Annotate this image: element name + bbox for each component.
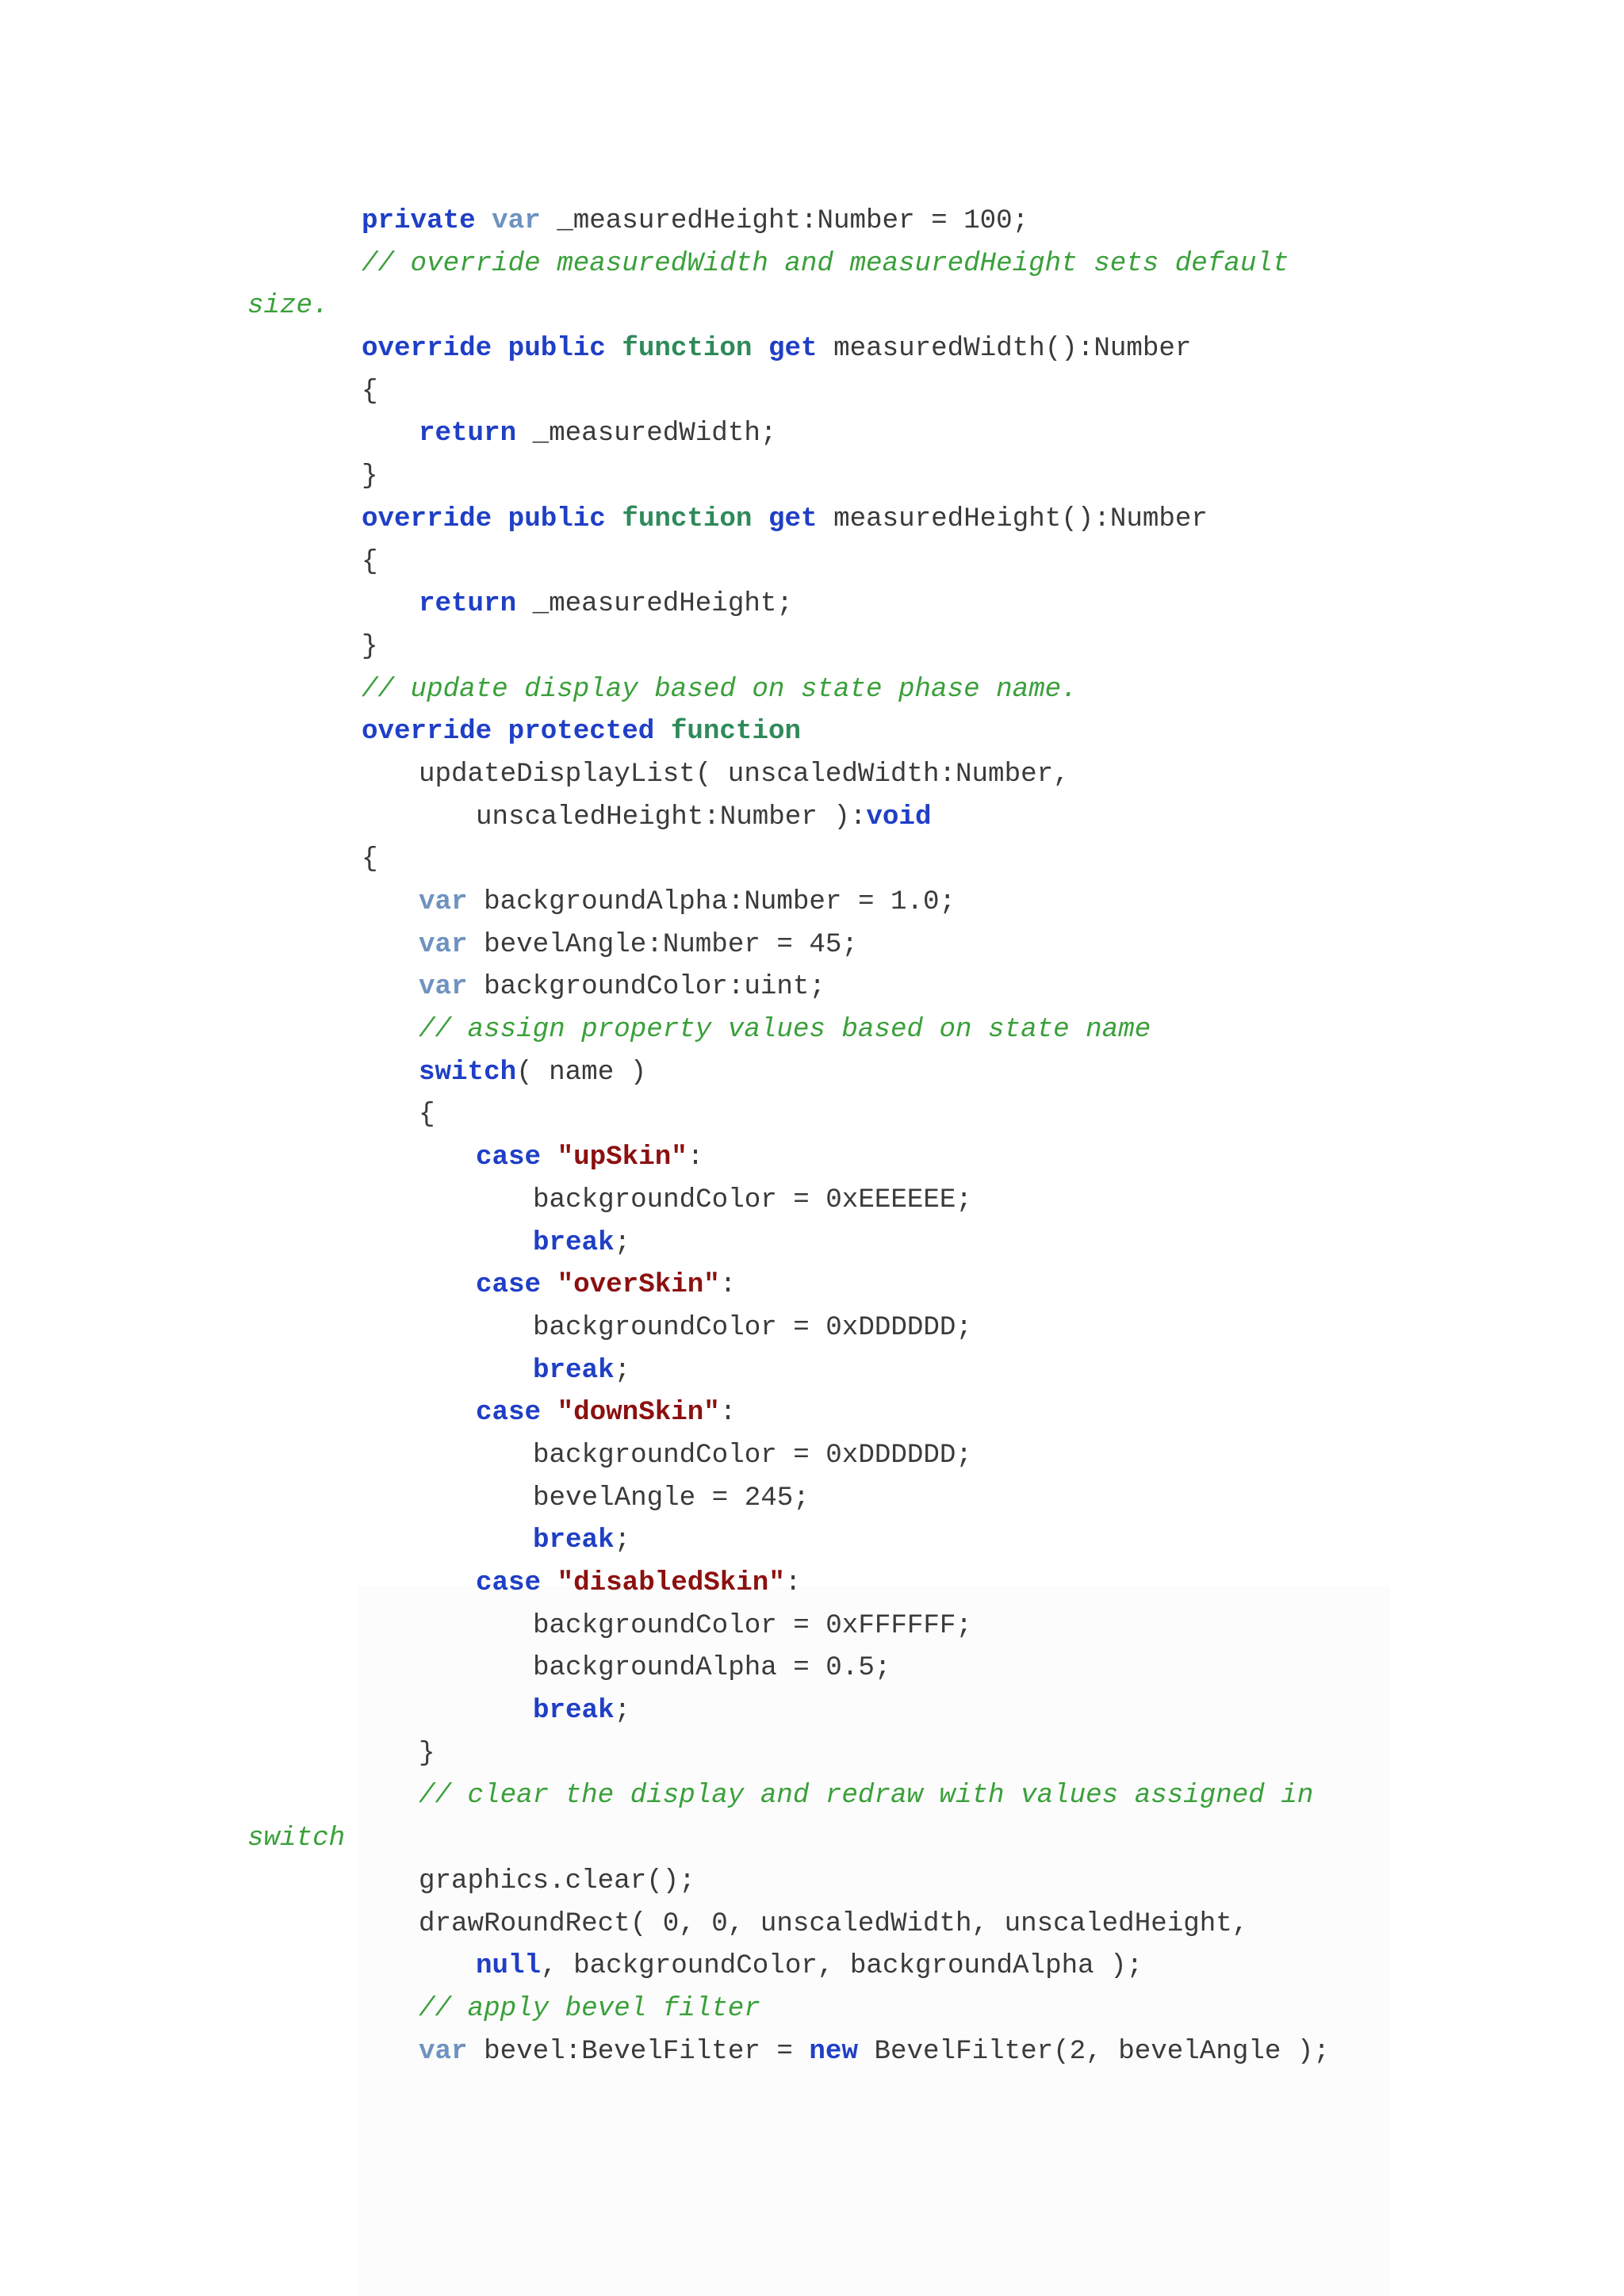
keyword-var: var: [419, 929, 468, 960]
code-line: [0, 584, 1624, 626]
code-text: ;: [614, 1525, 631, 1556]
code-line: [0, 413, 1624, 456]
code-comment-line: [0, 1009, 1624, 1052]
keyword: case: [476, 1398, 542, 1429]
code-text: backgroundAlpha = 0.5;: [533, 1653, 891, 1684]
code-line: [0, 839, 1624, 882]
comment: // override measuredWidth and measuredHeight sets default: [362, 248, 1289, 279]
code-line: [0, 456, 1624, 499]
string-literal: "disabledSkin": [557, 1568, 785, 1598]
keyword: override: [362, 503, 492, 534]
code-text: }: [362, 631, 378, 662]
code-comment-line: [0, 1988, 1624, 2031]
code-line: [0, 882, 1624, 924]
code-text: ;: [614, 1227, 631, 1258]
keyword-var: var: [419, 887, 468, 917]
keyword-var: var: [419, 972, 468, 1003]
code-line: [0, 1904, 1624, 1946]
code-line: [0, 1861, 1624, 1904]
keyword: break: [533, 1525, 615, 1556]
comment: // update display based on state phase name.: [362, 674, 1078, 705]
code-line: [0, 201, 1624, 243]
code-text: {: [362, 376, 378, 407]
keyword: case: [476, 1142, 542, 1173]
comment: // apply bevel filter: [419, 1993, 760, 2024]
code-text: :: [719, 1398, 737, 1429]
code-line: [0, 1094, 1624, 1137]
keyword: override: [362, 334, 492, 365]
keyword: void: [866, 802, 932, 832]
string-literal: "upSkin": [557, 1142, 688, 1173]
code-text: }: [362, 461, 378, 492]
code-line: [0, 1647, 1624, 1690]
code-comment-line: [0, 285, 1624, 328]
code-text: _measuredWidth;: [516, 419, 777, 450]
string-literal: "overSkin": [557, 1270, 720, 1301]
code-line: [0, 1563, 1624, 1605]
code-listing: [0, 201, 1624, 2073]
code-text: {: [419, 1100, 435, 1131]
keyword: override: [362, 717, 492, 748]
keyword: case: [476, 1568, 542, 1598]
code-line: [0, 711, 1624, 754]
keyword-function: function: [670, 717, 801, 748]
code-text: bevel:BevelFilter =: [467, 2036, 810, 2067]
code-text: bevelAngle = 245;: [533, 1483, 810, 1513]
comment: size.: [247, 291, 329, 322]
code-line: [0, 371, 1624, 414]
comment: // clear the display and redraw with values assigned in: [419, 1781, 1314, 1812]
code-line: [0, 541, 1624, 584]
keyword: private: [362, 206, 476, 236]
code-text: backgroundColor = 0xDDDDDD;: [533, 1312, 972, 1343]
code-line: [0, 626, 1624, 669]
code-text: updateDisplayList( unscaledWidth:Number,: [419, 759, 1070, 790]
code-line: [0, 1350, 1624, 1393]
code-line: [0, 499, 1624, 541]
code-text: ;: [614, 1696, 631, 1727]
code-text: backgroundColor = 0xFFFFFF;: [533, 1610, 972, 1641]
code-line: [0, 1946, 1624, 1988]
code-text: unscaledHeight:Number ):: [476, 802, 867, 832]
code-line: [0, 1605, 1624, 1648]
code-line: [0, 1052, 1624, 1095]
code-line: [0, 1180, 1624, 1223]
keyword: null: [476, 1951, 542, 1982]
code-text: _measuredHeight:Number = 100;: [540, 206, 1029, 236]
keyword: return: [419, 419, 517, 450]
code-text: BevelFilter(2, bevelAngle );: [857, 2036, 1330, 2067]
keyword-function: function: [622, 334, 753, 365]
code-line: [0, 1392, 1624, 1435]
keyword: protected: [508, 717, 655, 748]
code-text: {: [362, 546, 378, 577]
keyword-var: var: [419, 2036, 468, 2067]
code-line: [0, 328, 1624, 371]
code-line: [0, 1478, 1624, 1521]
code-comment-line: [0, 1818, 1624, 1861]
code-text: bevelAngle:Number = 45;: [467, 929, 858, 960]
code-line: [0, 1137, 1624, 1180]
code-text: :: [784, 1568, 802, 1598]
code-text: :: [719, 1270, 737, 1301]
code-line: [0, 924, 1624, 967]
code-line: [0, 1223, 1624, 1265]
keyword: public: [508, 503, 606, 534]
code-comment-line: [0, 243, 1624, 286]
keyword: new: [809, 2036, 858, 2067]
keyword-var: var: [492, 206, 541, 236]
code-line: [0, 1733, 1624, 1776]
code-text: graphics.clear();: [419, 1866, 695, 1896]
keyword: return: [419, 589, 517, 620]
code-comment-line: [0, 669, 1624, 712]
keyword: break: [533, 1355, 615, 1386]
keyword-function: function: [622, 503, 753, 534]
code-line: [0, 1520, 1624, 1563]
keyword: get: [768, 503, 818, 534]
keyword: public: [508, 334, 606, 365]
code-text: , backgroundColor, backgroundAlpha );: [541, 1951, 1143, 1982]
keyword: get: [768, 334, 818, 365]
code-text: backgroundAlpha:Number = 1.0;: [467, 887, 956, 917]
code-text: }: [419, 1738, 435, 1769]
code-line: [0, 1435, 1624, 1478]
code-text: measuredHeight():Number: [817, 503, 1208, 534]
code-line: [0, 966, 1624, 1009]
code-line: [0, 797, 1624, 840]
keyword: switch: [419, 1057, 517, 1088]
code-text: measuredWidth():Number: [817, 334, 1192, 365]
keyword: break: [533, 1696, 615, 1727]
code-line: [0, 754, 1624, 797]
code-comment-line: [0, 1775, 1624, 1818]
code-text: backgroundColor = 0xEEEEEE;: [533, 1184, 972, 1215]
code-text: ;: [614, 1355, 631, 1386]
code-line: [0, 1690, 1624, 1733]
code-line: [0, 2031, 1624, 2074]
code-text: backgroundColor = 0xDDDDDD;: [533, 1440, 972, 1471]
code-text: _measuredHeight;: [516, 589, 793, 620]
code-text: backgroundColor:uint;: [467, 972, 825, 1003]
code-line: [0, 1265, 1624, 1307]
code-text: {: [362, 844, 378, 875]
code-line: [0, 1307, 1624, 1350]
code-text: ( name ): [516, 1057, 647, 1088]
code-text: drawRoundRect( 0, 0, unscaledWidth, unscaledHeight,: [419, 1908, 1249, 1939]
code-text: :: [687, 1142, 704, 1173]
comment: switch: [247, 1823, 346, 1854]
keyword: break: [533, 1227, 615, 1258]
keyword: case: [476, 1270, 542, 1301]
comment: // assign property values based on state name: [419, 1015, 1151, 1046]
string-literal: "downSkin": [557, 1398, 720, 1429]
